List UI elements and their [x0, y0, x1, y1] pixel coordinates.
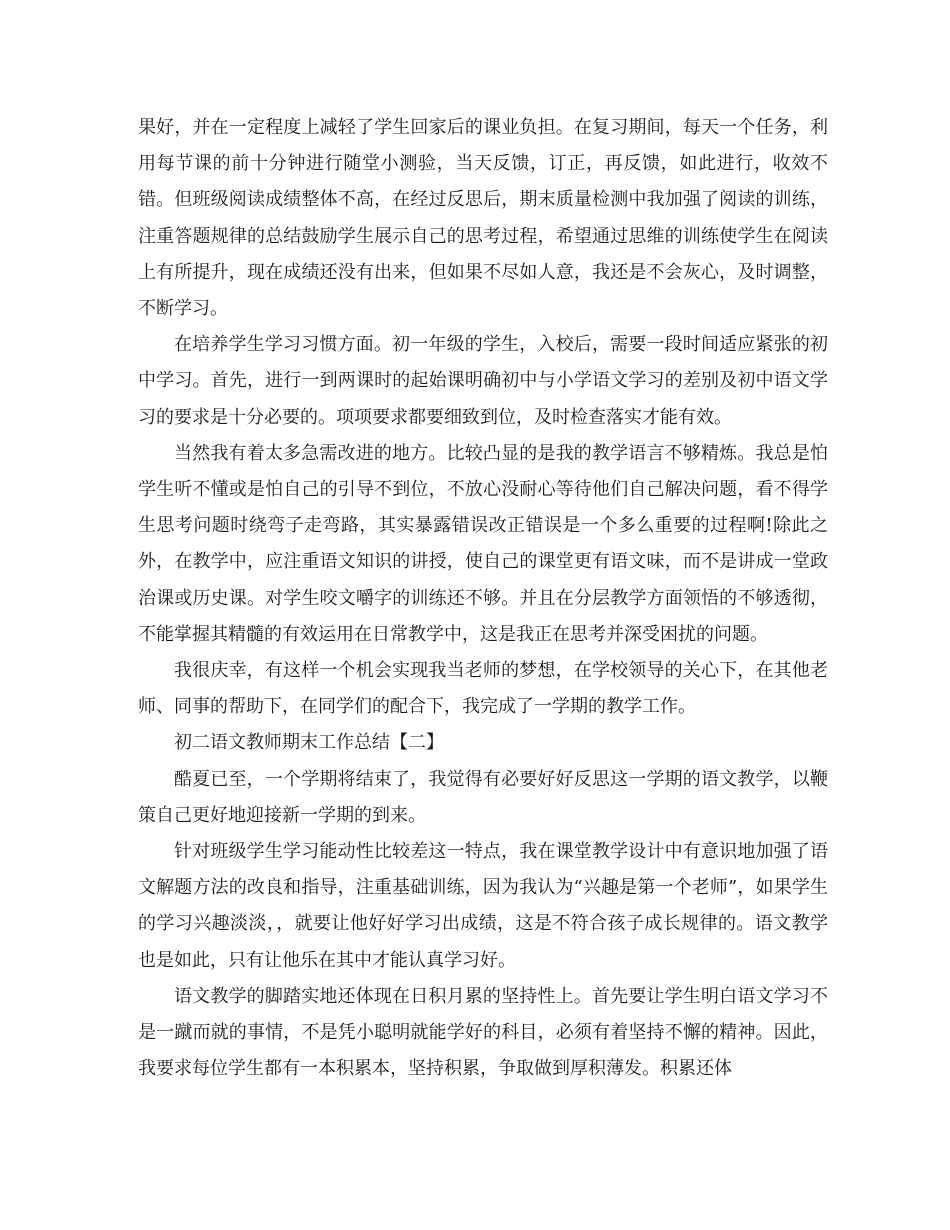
paragraph-3: 当然我有着太多急需改进的地方。比较凸显的是我的教学语言不够精炼。我总是怕学生听不懂或是怕自己的引导不到位，不放心没耐心等待他们自己解决问题，看不得学生思考问题时绕弯子走弯路，其实暴露错误改正错误是一个多么重要的过程啊!除此之外，在教学中，应注重语文知识的讲授，使自己的课堂更有语文味，而不是讲成一堂政治课或历史课。对学生咬文嚼字的训练还不够。并且在分层教学方面领悟的不够透彻，不能掌握其精髓的有效运用在日常教学中，这是我正在思考并深受困扰的问题。 — [138, 442, 828, 645]
section-heading: 初二语文教师期末工作总结【二】 — [174, 732, 444, 754]
paragraph-6: 针对班级学生学习能动性比较差这一特点，我在课堂教学设计中有意识地加强了语文解题方法的改良和指导，注重基础训练，因为我认为“兴趣是第一个老师”，如果学生的学习兴趣淡淡，，就要让他好好学习出成绩，这是不符合孩子成长规律的。语文教学也是如此，只有让他乐在其中才能认真学习好。 — [138, 841, 828, 971]
paragraph-4: 我很庆幸，有这样一个机会实现我当老师的梦想，在学校领导的关心下，在其他老师、同事的帮助下，在同学们的配合下，我完成了一学期的教学工作。 — [138, 660, 828, 718]
paragraph-5: 酷夏已至，一个学期将结束了，我觉得有必要好好反思这一学期的语文教学，以鞭策自己更好地迎接新一学期的到来。 — [138, 768, 828, 826]
paragraph-1: 果好，并在一定程度上减轻了学生回家后的课业负担。在复习期间，每天一个任务，利用每节课的前十分钟进行随堂小测验，当天反馈，订正，再反馈，如此进行，收效不错。但班级阅读成绩整体不高，在经过反思后，期末质量检测中我加强了阅读的训练，注重答题规律的总结鼓励学生展示自己的思考过程，希望通过思维的训练使学生在阅读上有所提升，现在成绩还没有出来，但如果不尽如人意，我还是不会灰心，及时调整，不断学习。 — [138, 117, 828, 320]
document-body — [138, 110, 828, 1087]
paragraph-7: 语文教学的脚踏实地还体现在日积月累的坚持性上。首先要让学生明白语文学习不是一蹴而就的事情，不是凭小聪明就能学好的科目，必须有着坚持不懈的精神。因此，我要求每位学生都有一本积累本，坚持积累，争取做到厚积薄发。积累还体 — [138, 985, 828, 1080]
paragraph-2: 在培养学生学习习惯方面。初一年级的学生，入校后，需要一段时间适应紧张的初中学习。首先，进行一到两课时的起始课明确初中与小学语文学习的差别及初中语文学习的要求是十分必要的。项项要求都要细致到位，及时检查落实才能有效。 — [138, 334, 828, 428]
